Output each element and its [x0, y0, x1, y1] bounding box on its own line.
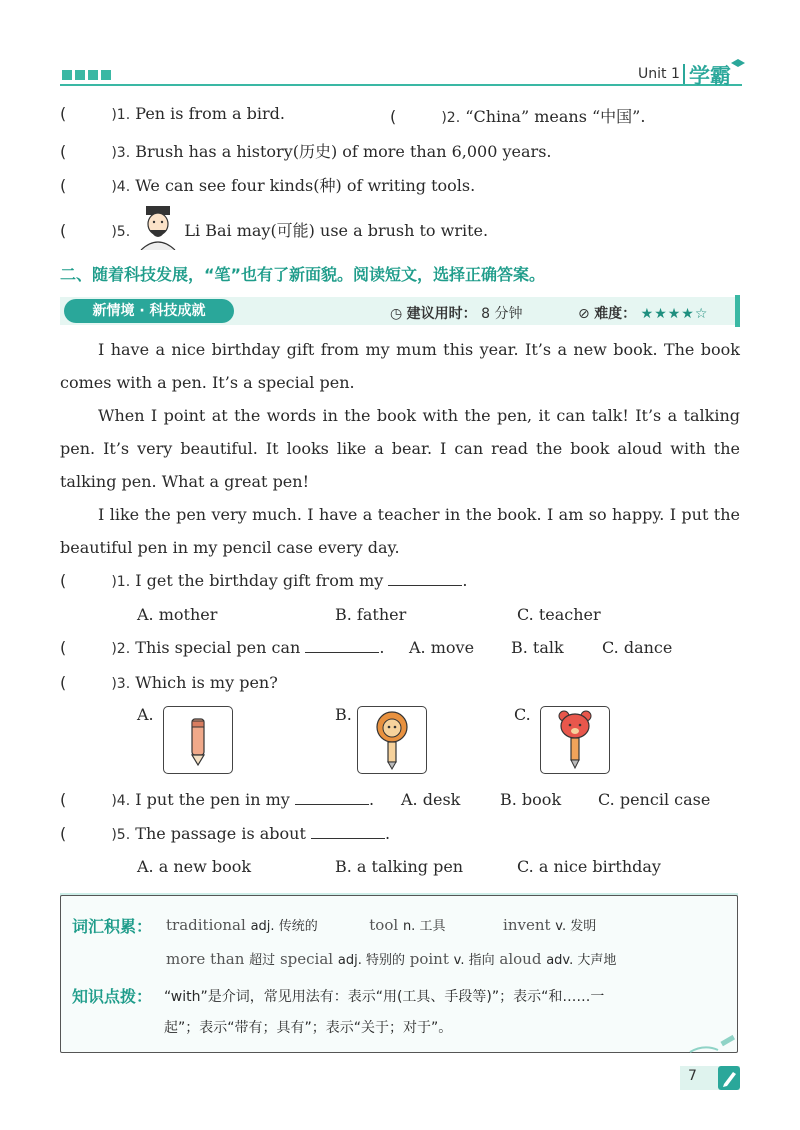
answer-blank[interactable]	[311, 824, 385, 839]
answer-paren[interactable]: (	[60, 142, 67, 161]
reading-passage	[60, 333, 740, 564]
vocab-row-2: more than 超过 special adj. 特别的 point v. 指向 aloud adv. 大声地	[166, 950, 617, 968]
option-a[interactable]: A. move	[409, 638, 475, 657]
option-b[interactable]: B. talk	[511, 638, 564, 657]
tip-line-1: “with”是介词，常见用法有：表示“用(工具、手段等)”；表示“和……一	[164, 989, 605, 1005]
option-a[interactable]: A. a new book	[137, 857, 252, 876]
header-square	[88, 70, 98, 80]
li-bai-portrait-icon	[137, 204, 179, 250]
tip-line-2: 起”；表示“带有；具有”；表示“关于；对于”。	[164, 1020, 453, 1036]
option-a[interactable]: A. mother	[137, 605, 218, 624]
banner-accent	[735, 295, 740, 327]
difficulty-stars: ★★★★☆	[640, 306, 709, 322]
section-2-title: 二、随着科技发展，“笔”也有了新面貌。阅读短文，选择正确答案。	[60, 265, 546, 284]
lion-pen-icon	[358, 707, 426, 773]
mc-question-2: ( )2. This special pen can .	[60, 638, 385, 657]
option-c[interactable]: C. dance	[602, 638, 673, 657]
passage-paragraph: I like the pen very much. I have a teacher in the book. I am so happy. I put the beautiful pen in my pencil case every day.	[60, 505, 740, 557]
answer-paren[interactable]: (	[60, 673, 67, 692]
clock-icon: ◷	[390, 306, 403, 322]
option-a-image[interactable]	[163, 706, 233, 774]
mc-question-3: ( )3. Which is my pen?	[60, 673, 278, 692]
header-square	[62, 70, 72, 80]
answer-paren[interactable]: (	[390, 107, 397, 126]
tip-label: 知识点拨：	[72, 987, 153, 1006]
header-rule	[60, 84, 742, 86]
option-a[interactable]: A. desk	[401, 790, 461, 809]
mc-question-5: ( )5. The passage is about .	[60, 824, 391, 843]
unit-label: Unit 1	[638, 66, 680, 82]
option-c[interactable]: C.	[514, 705, 531, 724]
vocab-label: 词汇积累：	[72, 917, 153, 936]
header-square	[101, 70, 111, 80]
brand-logo: 学霸	[689, 64, 731, 88]
option-b[interactable]: B. father	[335, 605, 407, 624]
answer-paren[interactable]: (	[60, 571, 67, 590]
tf-question-4: ( )4. We can see four kinds(种) of writing tools.	[60, 176, 476, 195]
passage-paragraph: When I point at the words in the book with the pen, it can talk! It’s a talking pen. It’s very beautiful. It looks like a bear. I can read the book aloud with the talking pen. What a great pen!	[60, 406, 740, 491]
option-a[interactable]: A.	[137, 705, 154, 724]
passage-paragraph: I have a nice birthday gift from my mum this year. It’s a new book. The book comes with a pen. It’s a special pen.	[60, 340, 740, 392]
vocab-row-1: traditional adj. 传统的 tool n. 工具 invent v. 发明	[166, 916, 597, 934]
mc-question-4: ( )4. I put the pen in my .	[60, 790, 375, 809]
pencil-icon	[718, 1066, 740, 1090]
bear-pen-icon	[541, 707, 609, 773]
header-divider	[683, 64, 685, 84]
difficulty-rating: ⊘ 难度： ★★★★☆	[578, 306, 709, 322]
mc-question-1: ( )1. I get the birthday gift from my .	[60, 571, 468, 590]
option-b-image[interactable]	[357, 706, 427, 774]
banner-tag: 新情境 · 科技成就	[64, 299, 234, 323]
plain-pen-icon	[164, 707, 232, 773]
answer-blank[interactable]	[305, 638, 379, 653]
answer-blank[interactable]	[388, 571, 462, 586]
graduation-cap-icon	[731, 58, 745, 70]
pen-stroke-icon	[688, 1034, 740, 1056]
tf-question-2: ( )2. “China” means “中国”.	[390, 107, 646, 126]
answer-paren[interactable]: (	[60, 221, 67, 240]
suggested-time: ◷ 建议用时： 8 分钟	[390, 306, 523, 322]
answer-paren[interactable]: (	[60, 104, 67, 123]
answer-paren[interactable]: (	[60, 790, 67, 809]
option-c[interactable]: C. pencil case	[598, 790, 711, 809]
option-b[interactable]: B. book	[500, 790, 562, 809]
answer-blank[interactable]	[295, 790, 369, 805]
tf-question-5: ( )5. Li Bai may(可能) use a brush to write.	[60, 221, 489, 240]
tf-question-3: ( )3. Brush has a history(历史) of more than 6,000 years.	[60, 142, 552, 161]
answer-paren[interactable]: (	[60, 176, 67, 195]
header-square	[75, 70, 85, 80]
option-c[interactable]: C. a nice birthday	[517, 857, 661, 876]
answer-paren[interactable]: (	[60, 638, 67, 657]
option-b[interactable]: B. a talking pen	[335, 857, 464, 876]
check-circle-icon: ⊘	[578, 306, 590, 322]
tf-question-1: ( )1. Pen is from a bird.	[60, 104, 286, 123]
option-b[interactable]: B.	[335, 705, 352, 724]
page-number: 7	[688, 1068, 697, 1084]
option-c[interactable]: C. teacher	[517, 605, 601, 624]
option-c-image[interactable]	[540, 706, 610, 774]
answer-paren[interactable]: (	[60, 824, 67, 843]
